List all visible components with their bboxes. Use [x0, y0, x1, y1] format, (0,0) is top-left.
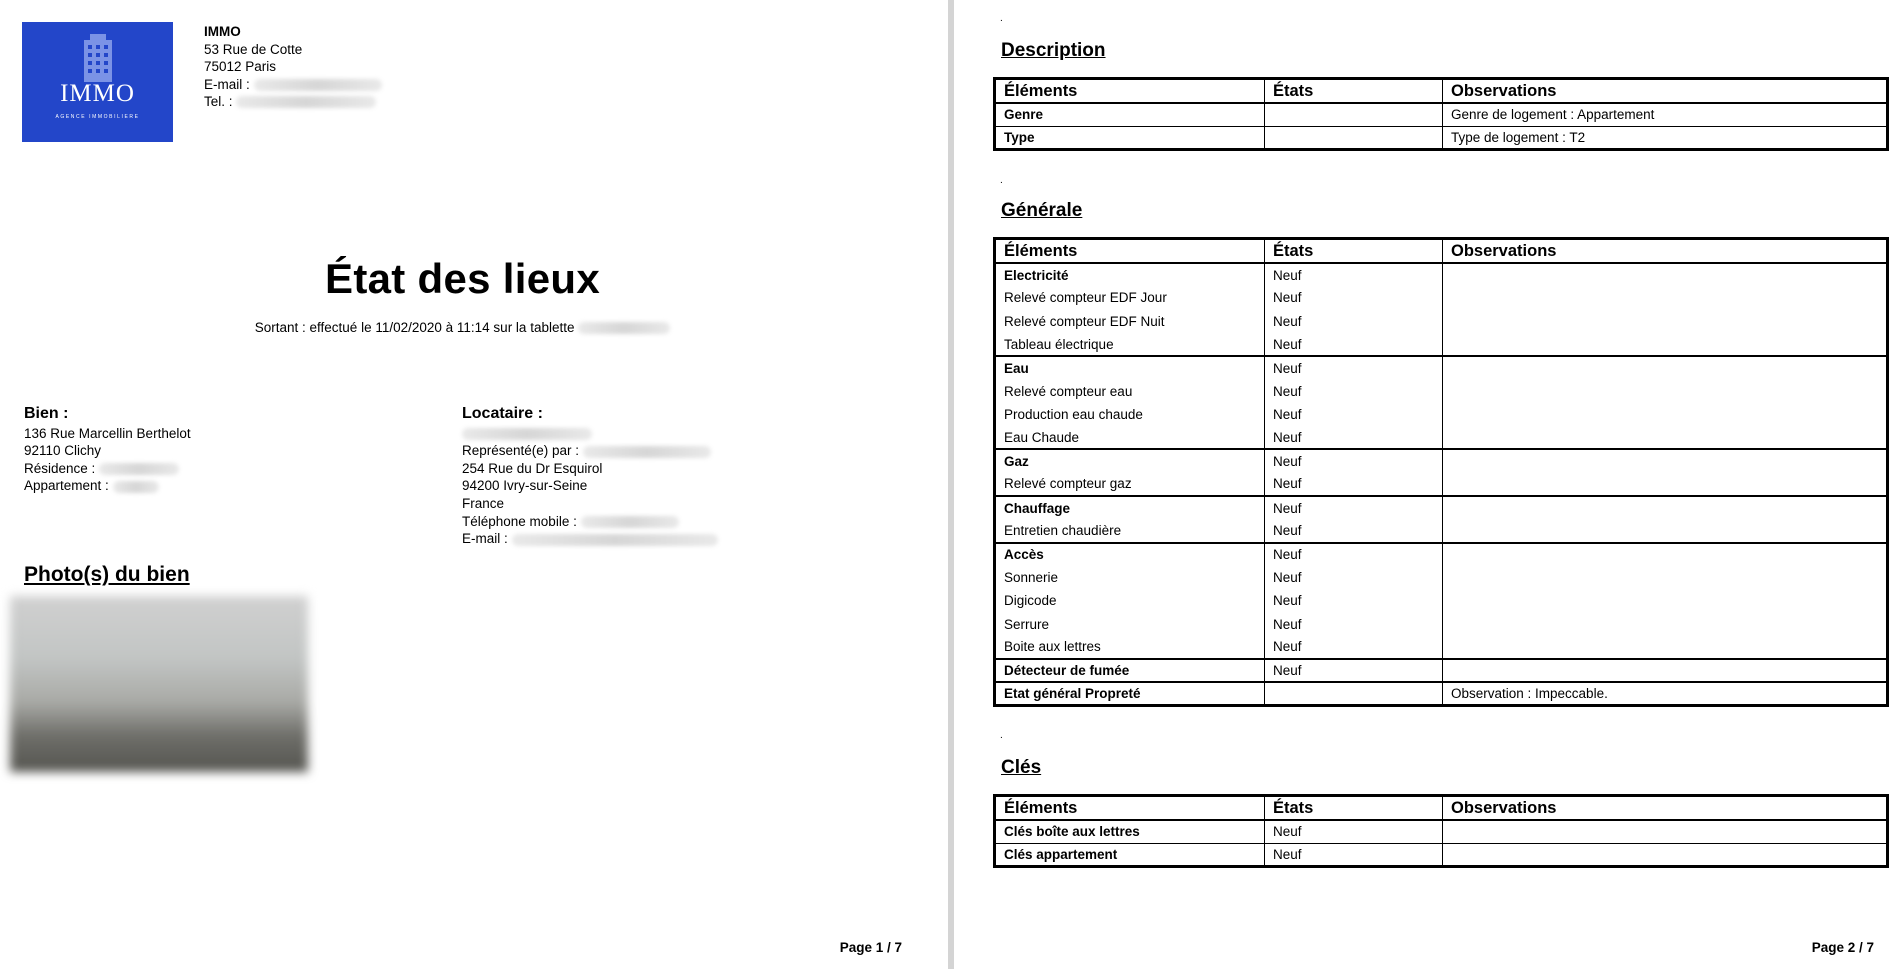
- cell-observation: [1443, 543, 1888, 566]
- redacted-email: [254, 79, 382, 91]
- cell-state: Neuf: [1265, 286, 1443, 309]
- agency-tel-row: [204, 93, 382, 111]
- table-row: [995, 843, 1888, 866]
- cell-state: Neuf: [1265, 612, 1443, 635]
- cell-state: Neuf: [1265, 333, 1443, 356]
- cell-observation: Type de logement : T2: [1443, 126, 1888, 149]
- header-elements: Éléments: [995, 796, 1265, 821]
- cell-observation: [1443, 356, 1888, 379]
- cell-element: Serrure: [995, 612, 1265, 635]
- redacted-representative: [583, 446, 711, 458]
- cell-element: Clés boîte aux lettres: [995, 820, 1265, 843]
- agency-contact: [204, 23, 382, 111]
- document-page-2: [954, 0, 1903, 969]
- spacer-dot: .: [1000, 730, 1003, 741]
- property-apartment-row: [24, 477, 191, 495]
- table-row: [995, 356, 1888, 379]
- cell-state: Neuf: [1265, 843, 1443, 866]
- cell-state: Neuf: [1265, 636, 1443, 659]
- header-elements: Éléments: [995, 239, 1265, 264]
- cell-state: Neuf: [1265, 519, 1443, 542]
- tenant-email-label: E-mail :: [462, 531, 508, 547]
- agency-email-label: E-mail :: [204, 76, 250, 92]
- redacted-residence: [99, 463, 179, 475]
- agency-name: IMMO: [204, 24, 241, 39]
- logo-text: IMMO: [60, 80, 135, 107]
- mobile-label: Téléphone mobile :: [462, 513, 577, 529]
- cell-element: Boite aux lettres: [995, 636, 1265, 659]
- cell-state: Neuf: [1265, 449, 1443, 472]
- table-row: [995, 263, 1888, 286]
- redacted-tenant-email: [512, 534, 718, 546]
- page-number: Page 2 / 7: [1811, 940, 1874, 955]
- spacer-dot: .: [1000, 13, 1003, 24]
- generale-table: [993, 237, 1889, 707]
- table-header-row: [995, 79, 1888, 104]
- table-row: [995, 379, 1888, 402]
- table-row: [995, 473, 1888, 496]
- table-row: [995, 286, 1888, 309]
- cell-state: Neuf: [1265, 473, 1443, 496]
- tenant-city: 94200 Ivry-sur-Seine: [462, 478, 588, 494]
- table-row: [995, 403, 1888, 426]
- agency-street: 53 Rue de Cotte: [204, 41, 303, 57]
- cell-element: Tableau électrique: [995, 333, 1265, 356]
- cell-element: Chauffage: [995, 496, 1265, 519]
- agency-email-row: [204, 76, 382, 94]
- cell-state: Neuf: [1265, 310, 1443, 333]
- cell-observation: Observation : Impeccable.: [1443, 682, 1888, 705]
- table-row: [995, 519, 1888, 542]
- document-title: État des lieux: [325, 255, 600, 302]
- table-row: [995, 566, 1888, 589]
- logo-subtext: AGENCE IMMOBILIERE: [55, 114, 140, 120]
- cell-observation: [1443, 612, 1888, 635]
- redacted-tablet: [578, 322, 670, 334]
- cell-element: Etat général Propreté: [995, 682, 1265, 705]
- header-states: États: [1265, 79, 1443, 104]
- building-icon: [78, 34, 118, 82]
- cell-element: Production eau chaude: [995, 403, 1265, 426]
- cell-state: Neuf: [1265, 543, 1443, 566]
- table-row: [995, 333, 1888, 356]
- cell-element: Entretien chaudière: [995, 519, 1265, 542]
- header-observations: Observations: [1443, 796, 1888, 821]
- cell-state: Neuf: [1265, 403, 1443, 426]
- header-observations: Observations: [1443, 79, 1888, 104]
- cell-element: Relevé compteur EDF Jour: [995, 286, 1265, 309]
- cell-element: Eau Chaude: [995, 426, 1265, 449]
- cles-table: [993, 794, 1889, 868]
- agency-tel-label: Tel. :: [204, 94, 233, 109]
- apartment-label: Appartement :: [24, 478, 109, 494]
- cell-element: Type: [995, 126, 1265, 149]
- cell-observation: [1443, 589, 1888, 612]
- table-row: [995, 589, 1888, 612]
- property-label: Bien :: [24, 405, 69, 422]
- redacted-apartment: [113, 481, 159, 493]
- cell-state: Neuf: [1265, 263, 1443, 286]
- cell-observation: [1443, 263, 1888, 286]
- cell-element: Eau: [995, 356, 1265, 379]
- cell-element: Genre: [995, 103, 1265, 126]
- table-row: [995, 310, 1888, 333]
- cell-element: Détecteur de fumée: [995, 659, 1265, 682]
- represented-label: Représenté(e) par :: [462, 443, 580, 459]
- tenant-country: France: [462, 495, 505, 511]
- redacted-phone: [236, 96, 376, 108]
- description-table: [993, 77, 1889, 151]
- description-title: Description: [1001, 40, 1106, 61]
- table-header-row: [995, 239, 1888, 264]
- property-photo: [10, 596, 308, 772]
- cell-observation: [1443, 379, 1888, 402]
- cell-observation: [1443, 566, 1888, 589]
- property-street: 136 Rue Marcellin Berthelot: [24, 425, 191, 441]
- property-residence-row: [24, 460, 191, 478]
- cell-observation: [1443, 403, 1888, 426]
- tenant-street: 254 Rue du Dr Esquirol: [462, 460, 603, 476]
- cell-state: [1265, 126, 1443, 149]
- cell-element: Electricité: [995, 263, 1265, 286]
- table-row: [995, 543, 1888, 566]
- cell-element: Sonnerie: [995, 566, 1265, 589]
- cell-state: Neuf: [1265, 820, 1443, 843]
- cell-observation: [1443, 659, 1888, 682]
- cell-state: Neuf: [1265, 566, 1443, 589]
- table-row: [995, 426, 1888, 449]
- cell-state: Neuf: [1265, 659, 1443, 682]
- photos-section-title: Photo(s) du bien: [24, 563, 190, 586]
- cell-observation: [1443, 519, 1888, 542]
- cles-title: Clés: [1001, 757, 1042, 778]
- table-row: [995, 103, 1888, 126]
- page-number: Page 1 / 7: [839, 940, 902, 955]
- cell-observation: [1443, 473, 1888, 496]
- header-states: États: [1265, 796, 1443, 821]
- tenant-name-row: [462, 425, 718, 443]
- document-page-1: [0, 0, 948, 969]
- property-city: 92110 Clichy: [24, 443, 102, 459]
- generale-title: Générale: [1001, 200, 1083, 221]
- redacted-tenant-name: [462, 428, 592, 440]
- header-observations: Observations: [1443, 239, 1888, 264]
- table-header-row: [995, 796, 1888, 821]
- cell-state: Neuf: [1265, 589, 1443, 612]
- cell-element: Clés appartement: [995, 843, 1265, 866]
- table-row: [995, 612, 1888, 635]
- table-row: [995, 636, 1888, 659]
- cell-state: Neuf: [1265, 496, 1443, 519]
- cell-observation: [1443, 843, 1888, 866]
- cell-observation: [1443, 286, 1888, 309]
- table-row: [995, 659, 1888, 682]
- tenant-block: [462, 405, 718, 548]
- cell-element: Digicode: [995, 589, 1265, 612]
- cell-state: [1265, 682, 1443, 705]
- cell-observation: [1443, 333, 1888, 356]
- agency-logo: [22, 22, 173, 142]
- cell-state: Neuf: [1265, 426, 1443, 449]
- cell-state: [1265, 103, 1443, 126]
- cell-element: Relevé compteur EDF Nuit: [995, 310, 1265, 333]
- table-row: [995, 449, 1888, 472]
- agency-city: 75012 Paris: [204, 59, 277, 74]
- document-subtitle: [0, 320, 925, 335]
- cell-observation: [1443, 449, 1888, 472]
- tenant-email-row: [462, 530, 718, 548]
- tenant-represented-row: [462, 442, 718, 460]
- cell-observation: [1443, 310, 1888, 333]
- cell-element: Gaz: [995, 449, 1265, 472]
- table-row: [995, 682, 1888, 705]
- cell-state: Neuf: [1265, 379, 1443, 402]
- subtitle-text: Sortant : effectué le 11/02/2020 à 11:14 sur la tablette: [254, 320, 575, 335]
- cell-observation: [1443, 496, 1888, 519]
- header-states: États: [1265, 239, 1443, 264]
- property-block: [24, 405, 191, 495]
- cell-observation: Genre de logement : Appartement: [1443, 103, 1888, 126]
- cell-element: Accès: [995, 543, 1265, 566]
- spacer-dot: .: [1000, 175, 1003, 186]
- cell-state: Neuf: [1265, 356, 1443, 379]
- cell-observation: [1443, 636, 1888, 659]
- table-row: [995, 496, 1888, 519]
- header-elements: Éléments: [995, 79, 1265, 104]
- cell-observation: [1443, 426, 1888, 449]
- tenant-label: Locataire :: [462, 405, 543, 422]
- cell-observation: [1443, 820, 1888, 843]
- table-row: [995, 126, 1888, 149]
- cell-element: Relevé compteur eau: [995, 379, 1265, 402]
- cell-element: Relevé compteur gaz: [995, 473, 1265, 496]
- tenant-mobile-row: [462, 513, 718, 531]
- redacted-mobile: [581, 516, 679, 528]
- residence-label: Résidence :: [24, 460, 96, 476]
- table-row: [995, 820, 1888, 843]
